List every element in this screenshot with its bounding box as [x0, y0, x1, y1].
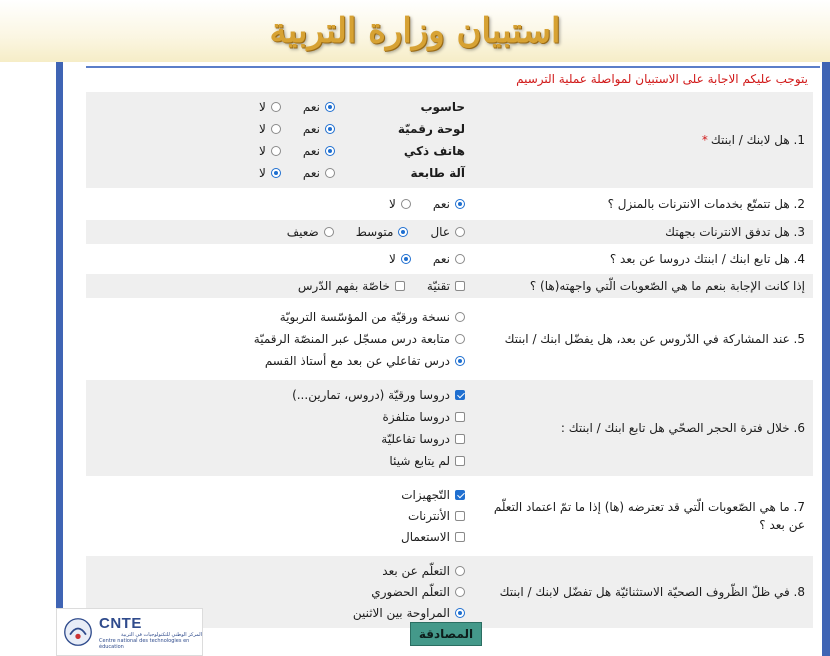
option-paper-copy[interactable]: نسخة ورقيّة من المؤسّسة التربويّة	[94, 306, 465, 328]
option-understanding[interactable]: خاصّة بفهم الدّرس	[298, 279, 405, 293]
required-mark: *	[701, 133, 708, 147]
option-internet[interactable]: الأنترنات	[94, 505, 465, 526]
radio-button[interactable]	[325, 168, 335, 178]
question-7-row	[86, 480, 813, 552]
option-paper-lessons[interactable]: دروسا ورقيّة (دروس، تمارين...)	[94, 384, 465, 406]
question-4-row	[86, 248, 813, 270]
question-7-answers	[86, 480, 473, 552]
question-2-answers	[86, 192, 473, 216]
question-4b-row	[86, 274, 813, 298]
option-in-person-learning[interactable]: التعلّم الحضوري	[94, 581, 465, 602]
left-accent-bar	[56, 62, 63, 652]
option-recorded-lesson[interactable]: متابعة درس مسجّل عبر المنصّة الرقميّة	[94, 328, 465, 350]
device-row-smartphone: هاتف ذكي نعم لا	[259, 144, 465, 158]
radio-button[interactable]	[401, 199, 411, 209]
option-nothing[interactable]: لم يتابع شيئا	[94, 450, 465, 472]
radio-button[interactable]	[455, 199, 465, 209]
option-interactive-lessons[interactable]: دروسا تفاعليّة	[94, 428, 465, 450]
radio-button[interactable]	[398, 227, 408, 237]
question-4-label: 4. هل تابع ابنك / ابنتك دروسا عن بعد ؟	[609, 252, 805, 266]
checkbox[interactable]	[395, 281, 405, 291]
radio-button[interactable]	[401, 254, 411, 264]
survey-form	[86, 92, 813, 632]
question-6-row	[86, 380, 813, 476]
radio-button[interactable]	[455, 566, 465, 576]
question-7-label: 7. ما هي الصّعوبات الّتي قد تعترضه (ها) إذا ما تمّ اعتماد التعلّم عن بعد ؟	[493, 500, 805, 532]
yes-option[interactable]: نعم	[303, 122, 335, 136]
radio-button[interactable]	[455, 356, 465, 366]
submit-button[interactable]: المصادقة	[410, 622, 482, 646]
page-banner	[0, 0, 830, 62]
logo-emblem-icon	[63, 615, 93, 649]
yes-option[interactable]: نعم	[303, 166, 335, 180]
radio-button[interactable]	[455, 227, 465, 237]
option-technical[interactable]: تقنيّة	[427, 279, 465, 293]
checkbox[interactable]	[455, 511, 465, 521]
question-3-answers	[86, 220, 473, 244]
question-4-answers	[86, 248, 473, 270]
radio-button[interactable]	[271, 146, 281, 156]
radio-button[interactable]	[455, 254, 465, 264]
checkbox[interactable]	[455, 412, 465, 422]
option-yes[interactable]: نعم	[433, 197, 465, 211]
question-4b-answers	[86, 274, 473, 298]
question-3-row	[86, 220, 813, 244]
radio-button[interactable]	[271, 168, 281, 178]
radio-button[interactable]	[455, 334, 465, 344]
radio-button[interactable]	[455, 608, 465, 618]
question-5-row	[86, 302, 813, 376]
radio-button[interactable]	[455, 312, 465, 322]
header-divider	[86, 66, 820, 68]
question-1-row	[86, 92, 813, 188]
checkbox[interactable]	[455, 490, 465, 500]
device-row-tablet: لوحة رقميّة نعم لا	[259, 122, 465, 136]
question-4b-label: إذا كانت الإجابة بنعم ما هي الصّعوبات الّتي واجهته(ها) ؟	[529, 279, 805, 293]
device-row-computer: حاسوب نعم لا	[259, 100, 465, 114]
radio-button[interactable]	[271, 124, 281, 134]
question-2-row	[86, 192, 813, 216]
question-1-label: 1. هل لابنك / ابنتك *	[701, 133, 805, 147]
no-option[interactable]: لا	[259, 122, 281, 136]
radio-button[interactable]	[455, 587, 465, 597]
no-option[interactable]: لا	[259, 100, 281, 114]
required-notice: يتوجب عليكم الاجابة على الاستبيان لمواصلة عملية الترسيم	[516, 72, 808, 86]
yes-option[interactable]: نعم	[303, 144, 335, 158]
option-tv-lessons[interactable]: دروسا متلفزة	[94, 406, 465, 428]
option-high[interactable]: عال	[430, 225, 465, 239]
option-yes[interactable]: نعم	[433, 252, 465, 266]
question-3-label: 3. هل تدفق الانترنات بجهتك	[665, 225, 805, 239]
checkbox[interactable]	[455, 281, 465, 291]
option-usage[interactable]: الاستعمال	[94, 527, 465, 548]
question-5-answers	[86, 302, 473, 376]
radio-button[interactable]	[325, 146, 335, 156]
checkbox[interactable]	[455, 456, 465, 466]
logo-arabic-name: المركز الوطني للتكنولوجيات في التربية	[120, 631, 202, 638]
logo-text	[99, 615, 202, 650]
logo-abbreviation: CNTE	[99, 614, 142, 632]
option-no[interactable]: لا	[389, 252, 411, 266]
question-2-label: 2. هل تتمتّع بخدمات الانترنات بالمنزل ؟	[607, 197, 805, 211]
option-equipment[interactable]: التّجهيزات	[94, 484, 465, 505]
option-weak[interactable]: ضعيف	[287, 225, 334, 239]
question-8-label: 8. في ظلّ الظّروف الصحيّة الاستثنائيّة هل تفضّل لابنك / ابنتك	[499, 585, 805, 599]
cnte-logo	[56, 608, 203, 656]
no-option[interactable]: لا	[259, 144, 281, 158]
radio-button[interactable]	[271, 102, 281, 112]
option-remote-learning[interactable]: التعلّم عن بعد	[94, 560, 465, 581]
checkbox[interactable]	[455, 532, 465, 542]
option-medium[interactable]: متوسط	[356, 225, 409, 239]
option-hybrid-learning[interactable]: المراوحة بين الاثنين	[94, 603, 465, 624]
page-title: استبيان وزارة التربية	[269, 11, 561, 51]
checkbox[interactable]	[455, 390, 465, 400]
question-5-label: 5. عند المشاركة في الدّروس عن بعد، هل يفضّل ابنك / ابنتك	[504, 332, 805, 346]
checkbox[interactable]	[455, 434, 465, 444]
question-6-answers	[86, 380, 473, 476]
option-no[interactable]: لا	[389, 197, 411, 211]
radio-button[interactable]	[325, 102, 335, 112]
radio-button[interactable]	[325, 124, 335, 134]
right-accent-bar	[822, 62, 830, 656]
device-row-printer: آلة طابعة نعم لا	[259, 166, 465, 180]
yes-option[interactable]: نعم	[303, 100, 335, 114]
radio-button[interactable]	[324, 227, 334, 237]
no-option[interactable]: لا	[259, 166, 281, 180]
question-1-answers	[86, 92, 473, 188]
logo-french-name: Centre national des technologies en éducation	[99, 637, 190, 650]
question-6-label: 6. خلال فترة الحجر الصحّي هل تابع ابنك / ابنتك :	[560, 421, 805, 435]
option-interactive-lesson[interactable]: درس تفاعلي عن بعد مع أستاذ القسم	[94, 350, 465, 372]
